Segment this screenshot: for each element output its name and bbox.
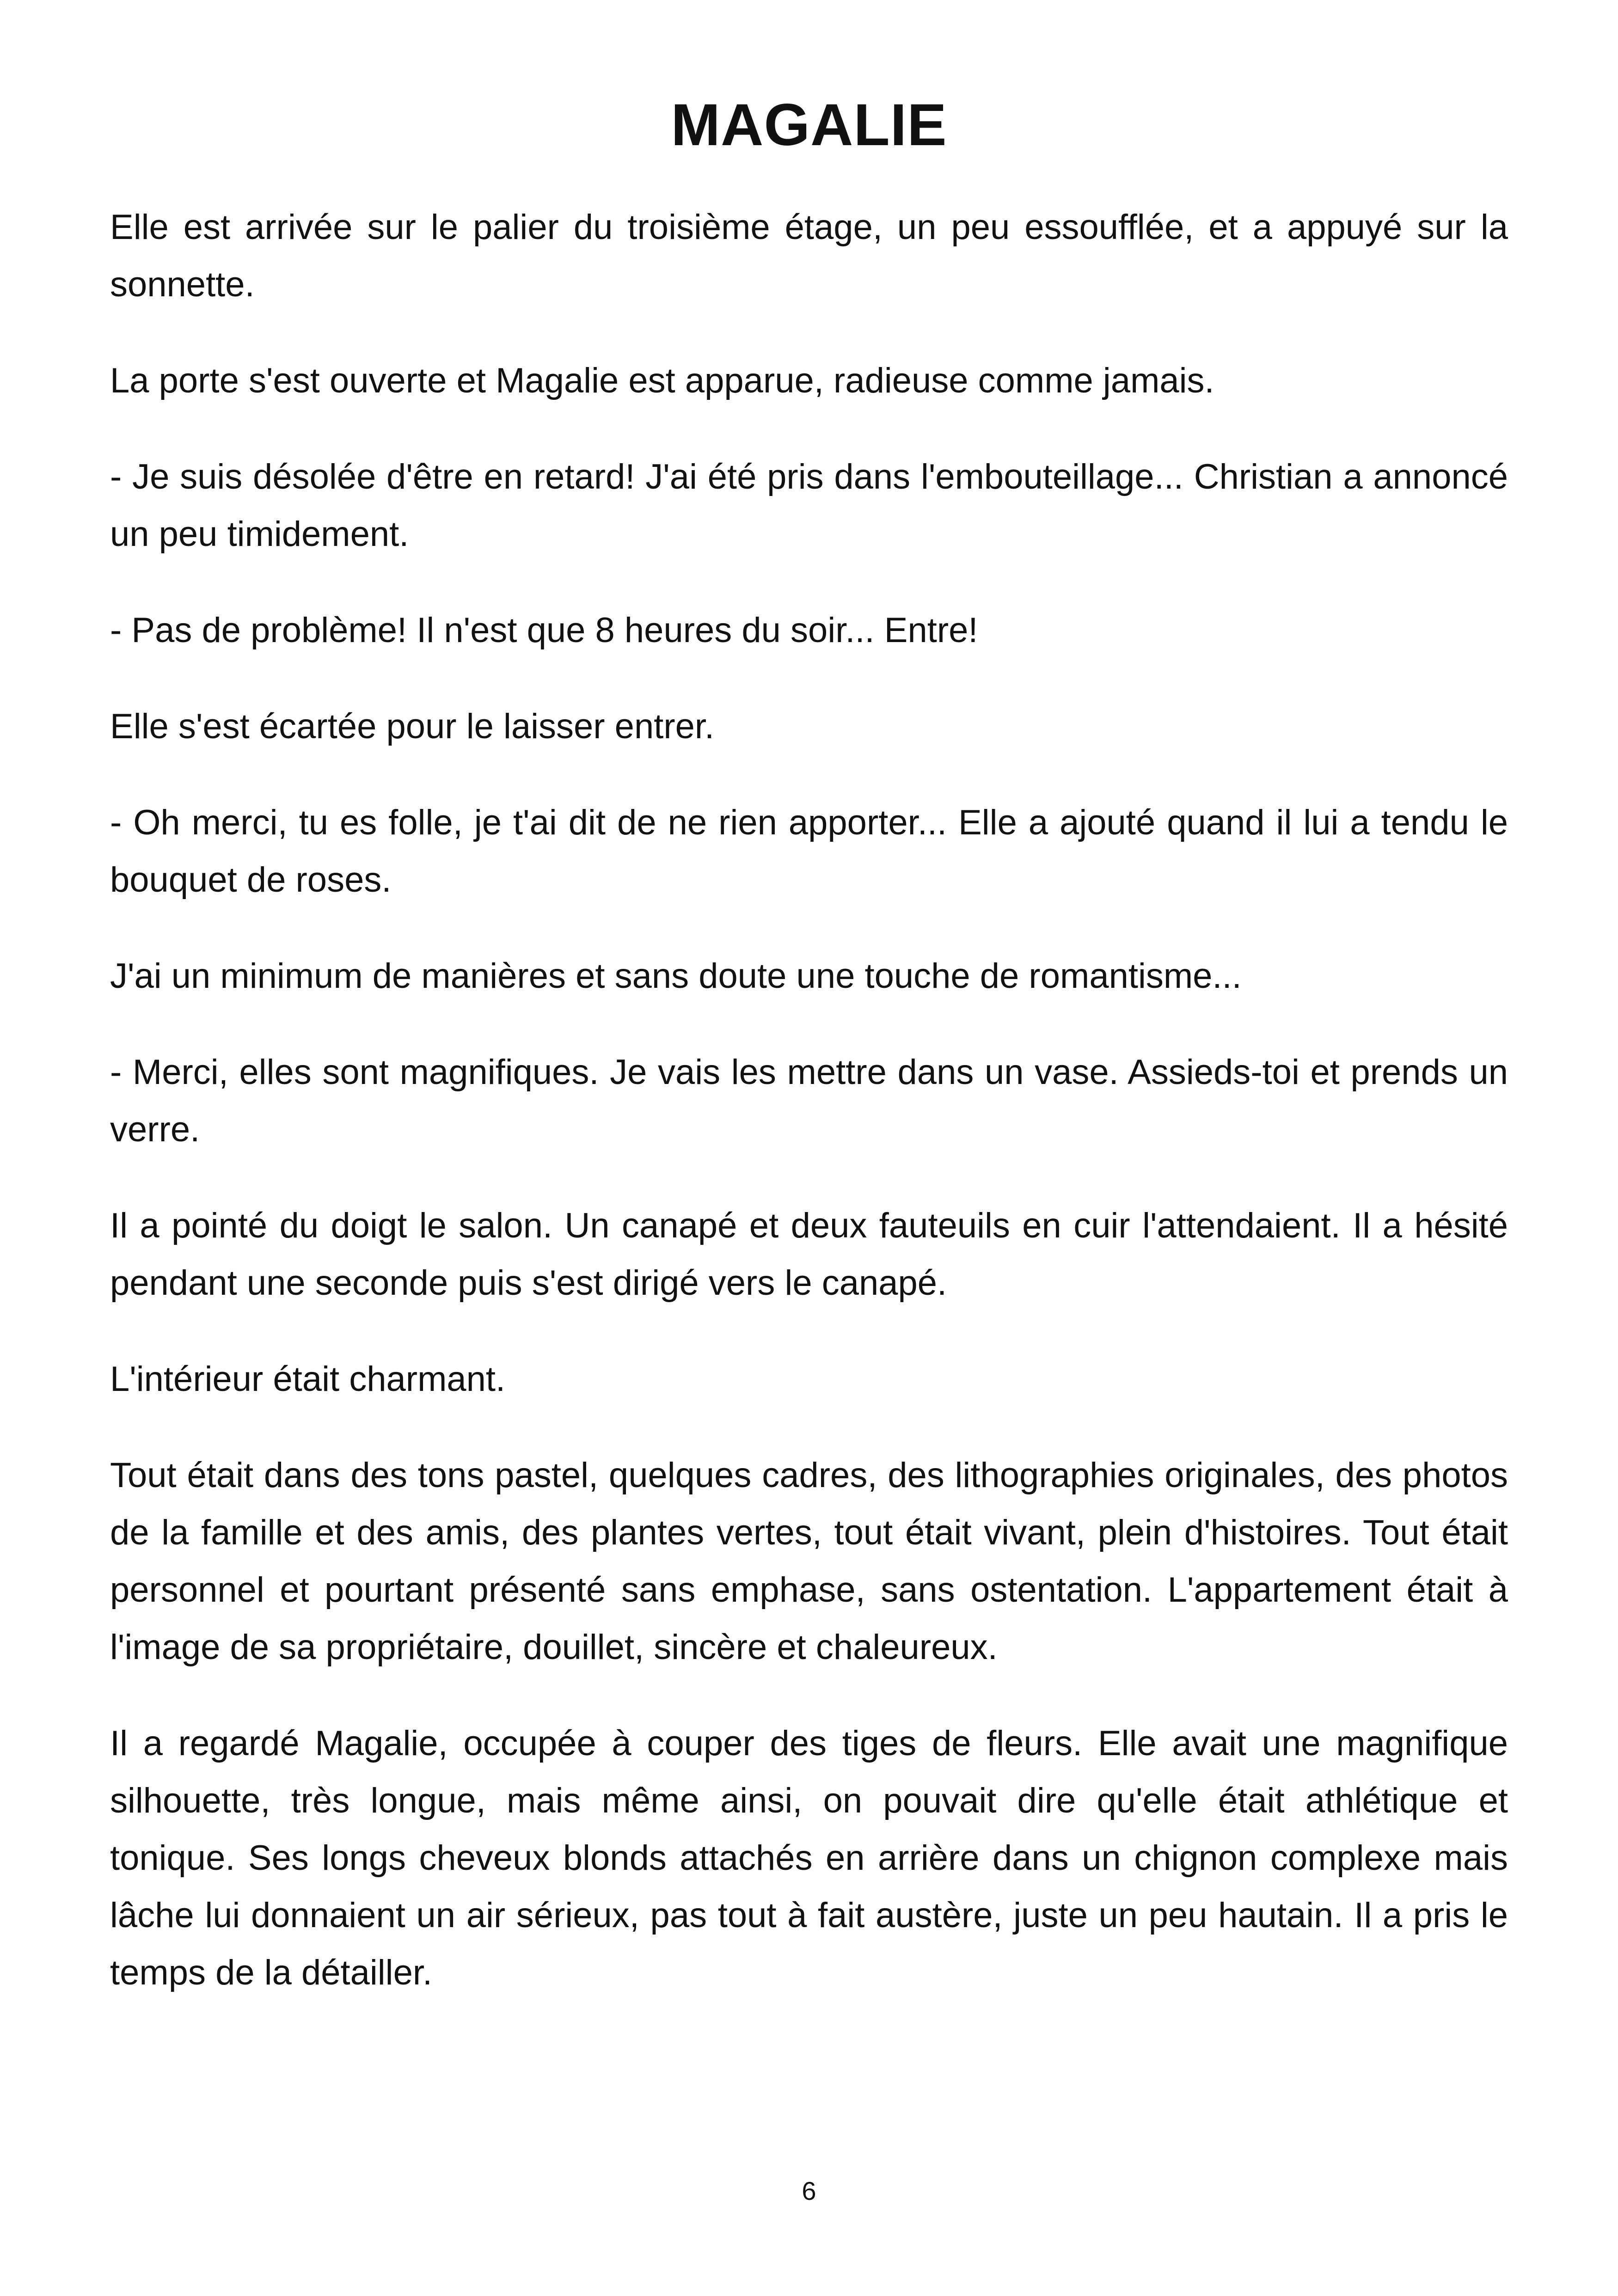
paragraph-2: La porte s'est ouverte et Magalie est apparue, radieuse comme jamais.	[110, 361, 1214, 400]
paragraph-7: J'ai un minimum de manières et sans doute une touche de romantisme...	[110, 956, 1242, 996]
paragraph-11: Tout était dans des tons pastel, quelques cadres, des lithographies originales, des photos de la famille et des amis, des plantes vertes, tout était vivant, plein d'histoires. Tout était personnel et pourtant présenté sans emphase, sans ostentation. L'appartement était à l'image de sa propriétaire, douillet, sincère et chaleureux.	[110, 1456, 1508, 1667]
paragraph-4: - Pas de problème! Il n'est que 8 heures du soir... Entre!	[110, 611, 978, 650]
paragraph-6: - Oh merci, tu es folle, je t'ai dit de ne rien apporter... Elle a ajouté quand il lui a tendu le bouquet de roses.	[110, 803, 1508, 900]
chapter-title: MAGALIE	[671, 92, 947, 158]
paragraph-10: L'intérieur était charmant.	[110, 1359, 506, 1399]
paragraph-12: Il a regardé Magalie, occupée à couper des tiges de fleurs. Elle avait une magnifique silhouette, très longue, mais même ainsi, on pouvait dire qu'elle était athlétique et tonique. Ses longs cheveux blonds attachés en arrière dans un chignon complexe mais lâche lui donnaient un air sérieux, pas tout à fait austère, juste un peu hautain. Il a pris le temps de la détailler.	[110, 1724, 1508, 1992]
chapter-body	[110, 199, 1508, 2040]
paragraph-5: Elle s'est écartée pour le laisser entrer.	[110, 707, 715, 746]
paragraph-1: Elle est arrivée sur le palier du troisième étage, un peu essoufflée, et a appuyé sur la sonnette.	[110, 208, 1508, 304]
paragraph-3: - Je suis désolée d'être en retard! J'ai été pris dans l'embouteillage... Christian a annoncé un peu timidement.	[110, 457, 1508, 554]
page-number: 6	[802, 2176, 816, 2205]
paragraph-9: Il a pointé du doigt le salon. Un canapé et deux fauteuils en cuir l'attendaient. Il a hésité pendant une seconde puis s'est dirigé vers le canapé.	[110, 1206, 1508, 1303]
paragraph-8: - Merci, elles sont magnifiques. Je vais les mettre dans un vase. Assieds-toi et prends un verre.	[110, 1053, 1508, 1149]
